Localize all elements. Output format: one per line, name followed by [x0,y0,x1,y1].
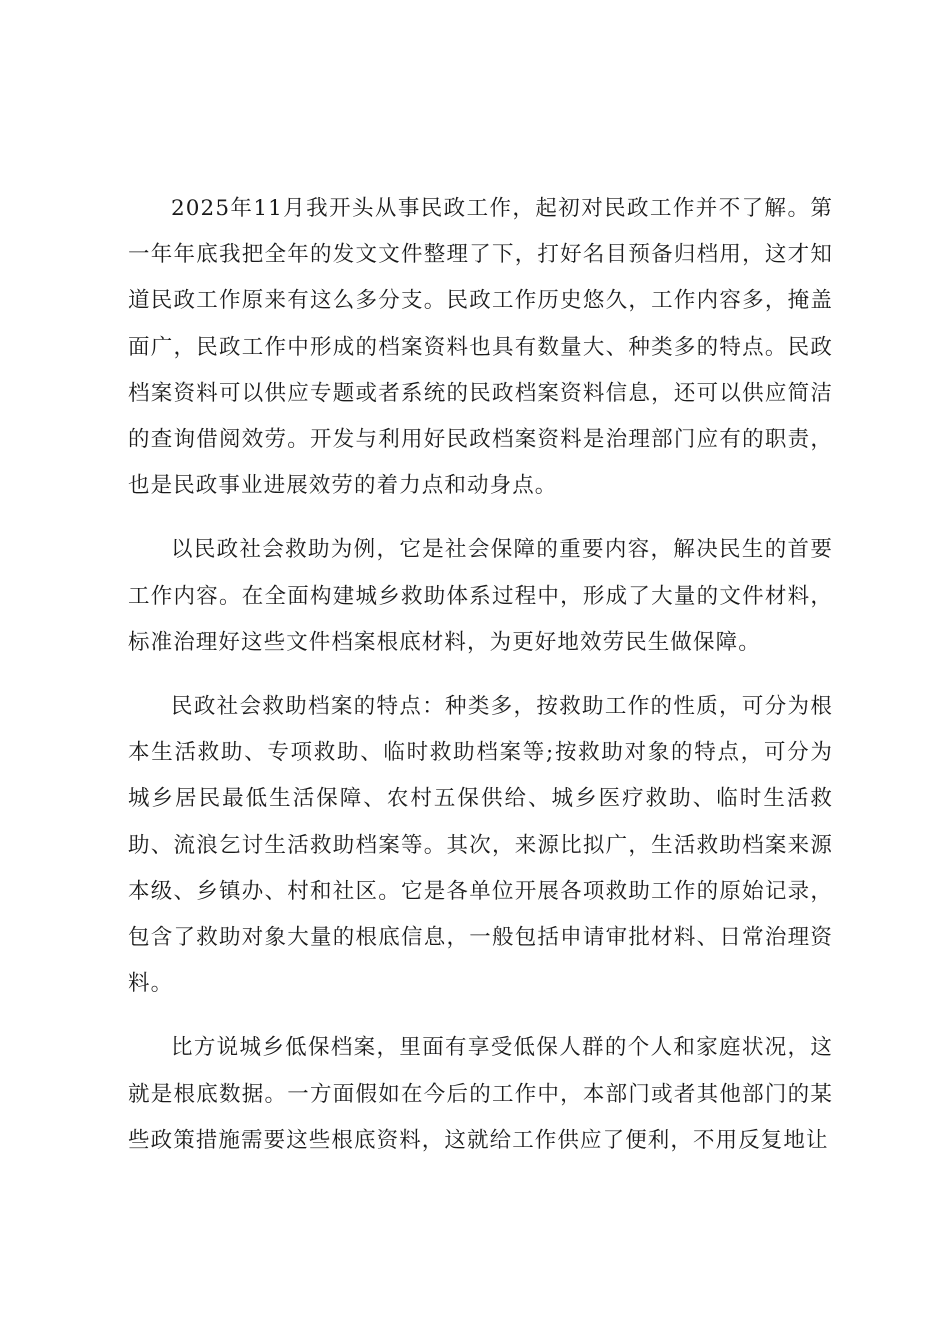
paragraph-1: 2025年11月我开头从事民政工作，起初对民政工作并不了解。第一年年底我把全年的发文文件整理了下，打好名目预备归档用，这才知道民政工作原来有这么多分支。民政工作历史悠久，工作内容多，掩盖面广，民政工作中形成的档案资料也具有数量大、种类多的特点。民政档案资料可以供应专题或者系统的民政档案资料信息，还可以供应简洁的查询借阅效劳。开发与利用好民政档案资料是治理部门应有的职责，也是民政事业进展效劳的着力点和动身点。 [128,196,833,499]
document-body [128,186,833,1182]
paragraph-2: 以民政社会救助为例，它是社会保障的重要内容，解决民生的首要工作内容。在全面构建城乡救助体系过程中，形成了大量的文件材料，标准治理好这些文件档案根底材料，为更好地效劳民生做保障。 [128,537,833,655]
paragraph-3: 民政社会救助档案的特点：种类多，按救助工作的性质，可分为根本生活救助、专项救助、临时救助档案等;按救助对象的特点，可分为城乡居民最低生活保障、农村五保供给、城乡医疗救助、临时生活救助、流浪乞讨生活救助档案等。其次，来源比拟广，生活救助档案来源本级、乡镇办、村和社区。它是各单位开展各项救助工作的原始记录，包含了救助对象大量的根底信息，一般包括申请审批材料、日常治理资料。 [128,694,833,997]
paragraph-4: 比方说城乡低保档案，里面有享受低保人群的个人和家庭状况，这就是根底数据。一方面假如在今后的工作中，本部门或者其他部门的某些政策措施需要这些根底资料，这就给工作供应了便利，不用反复地让 [128,1035,833,1153]
